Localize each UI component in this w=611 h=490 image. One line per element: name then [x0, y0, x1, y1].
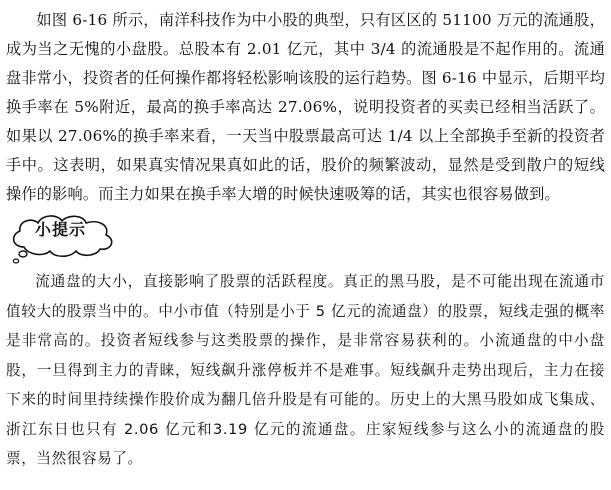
tip-label: 小提示: [35, 220, 87, 239]
tip-paragraph: 流通盘的大小，直接影响了股票的活跃程度。真正的黑马股，是不可能出现在流通市值较大的股票当中的。中小市值（特别是小于 5 亿元的流通盘）的股票，短线走强的概率是非常高的。投资者短线参与这类股票的操作，是非常容易获利的。小流通盘的中小盘股，一旦得到主力的青睐，短线飙升涨停板并不是难事。短线飙升走势出现后，主力在接下来的时间里持续操作股价成为翻几倍升股是有可能的。历史上的大黑马股如成飞集成、浙江东日也只有 2.06 亿元和3.19 亿元的流通盘。庄家短线参与这么小的流通盘的股票，当然很容易了。: [6, 273, 605, 467]
tip-header: [6, 211, 605, 271]
body-paragraph: 如图 6-16 所示，南洋科技作为中小股的典型，只有区区的 51100 万元的流通股，成为当之无愧的小盘股。总股本有 2.01 亿元，其中 3/4 的流通股是不起作用的。流通盘非常小，投资者的任何操作都将轻松影响该股的运行趋势。图 6-16 中显示，后期平均换手率在 5%附近，最高的换手率高达 27.06%，说明投资者的买卖已经相当活跃了。如果以 27.06%的换手率来看，一天当中股票最高可达 1/4 以上全部换手至新的投资者手中。这表明，如果真实情况果真如此的话，股价的频繁波动，显然是受到散户的短线操作的影响。而主力如果在换手率大增的时候快速吸筹的话，其实也很容易做到。: [6, 11, 605, 203]
